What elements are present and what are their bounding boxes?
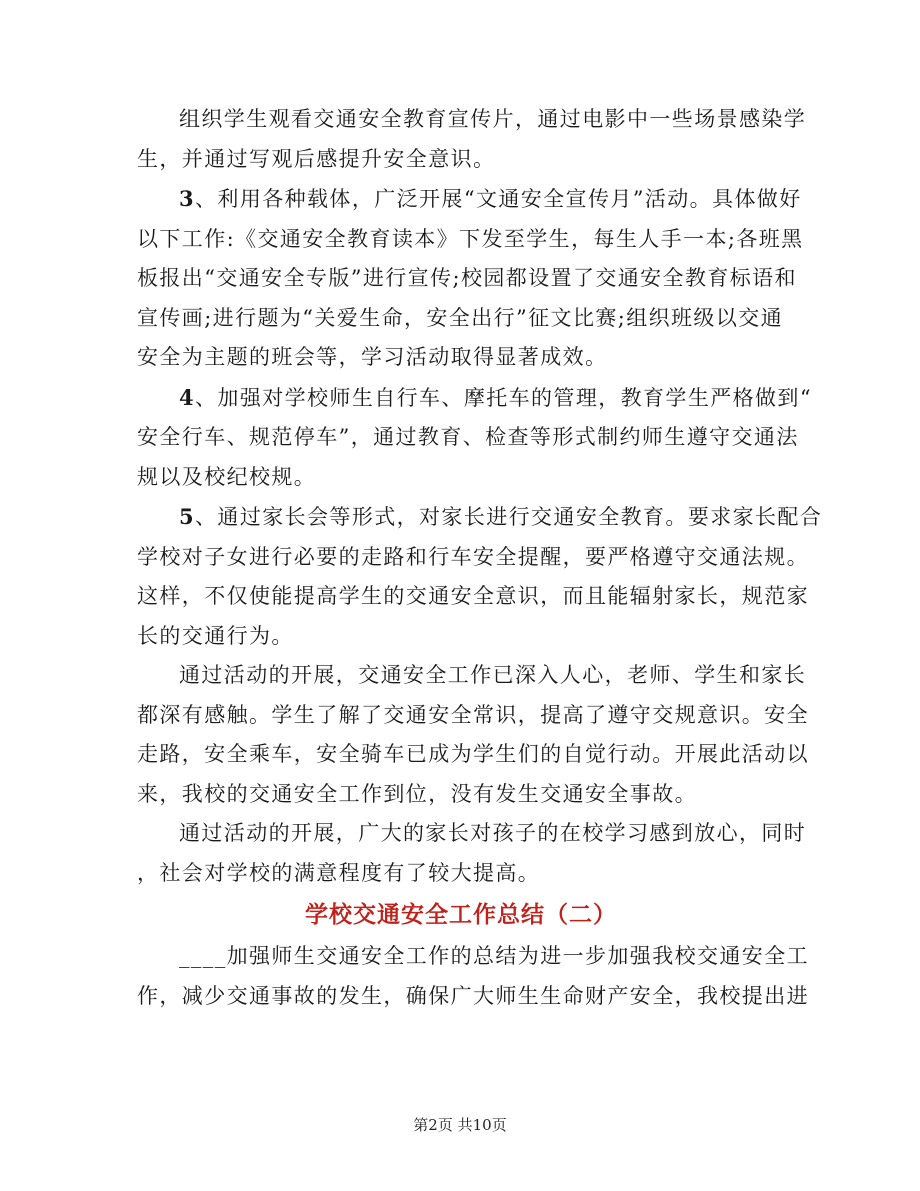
section-title: 学校交通安全工作总结（二） — [305, 902, 617, 928]
text-line: 宣传画;进行题为“关爱生命，安全出行”征文比赛;组织班级以交通 — [137, 305, 784, 330]
text-fragment: 、通过家长会等形式，对家长进行交通安全教育。要求家长配合 — [195, 505, 823, 529]
text-line: 以下工作:《交通安全教育读本》下发至学生，每生人手一本;各班黑 — [137, 226, 804, 251]
page-footer: 第2页 共10页 — [413, 1116, 507, 1134]
text-line: 都深有感触。学生了解了交通安全常识，提高了遵守交规意识。安全 — [137, 702, 809, 727]
text-line — [137, 497, 823, 538]
text-line: 安全为主题的班会等，学习活动取得显著成效。 — [137, 345, 608, 369]
text-line: 生，并通过写观后感提升安全意识。 — [137, 146, 496, 171]
text-line: 安全行车、规范停车”，通过教育、检查等形式制约师生遵守交通法 — [137, 425, 799, 449]
paragraph-summary-1 — [137, 656, 809, 814]
text-line — [137, 179, 802, 220]
paragraph-1 — [137, 100, 807, 179]
text-line: ____加强师生交通安全工作的总结为进一步加强我校交通安全工 — [179, 944, 809, 968]
text-line: 规以及校纪校规。 — [137, 464, 317, 489]
text-line: 走路，安全乘车，安全骑车已成为学生们的自觉行动。开展此活动以 — [137, 742, 809, 766]
paragraph-summary-2 — [137, 814, 807, 893]
text-line: 板报出“交通安全专版”进行宣传;校园都设置了交通安全教育标语和 — [137, 266, 797, 290]
item-number: 5 — [179, 504, 196, 529]
text-line: 通过活动的开展，广大的家长对孩子的在校学习感到放心，同时 — [179, 821, 807, 845]
text-line: 这样，不仅使能提高学生的交通安全意识，而且能辐射家长，规范家 — [137, 584, 809, 608]
text-line: 组织学生观看交通安全教育宣传片，通过电影中一些场景感染学 — [179, 107, 807, 131]
document-body — [137, 100, 823, 1016]
text-fragment: 、利用各种载体，广泛开展“文通安全宣传月”活动。具体做好 — [195, 187, 802, 211]
text-fragment: 、加强对学校师生自行车、摩托车的管理，教育学生严格做到“ — [195, 385, 812, 410]
text-line: 作，减少交通事故的发生，确保广大师生生命财产安全，我校提出进 — [137, 983, 809, 1008]
text-line: ，社会对学校的满意程度有了较大提高。 — [137, 860, 541, 885]
paragraph-item-3 — [137, 179, 804, 378]
text-line: 长的交通行为。 — [137, 623, 294, 648]
text-line: 来，我校的交通安全工作到位，没有发生交通安全事故。 — [137, 781, 697, 806]
item-number: 4 — [179, 384, 196, 410]
text-line: 学校对子女进行必要的走路和行车安全提醒，要严格遵守交通法规。 — [137, 544, 809, 569]
paragraph-intro — [137, 937, 809, 1016]
paragraph-item-5 — [137, 497, 823, 656]
text-line — [137, 378, 812, 419]
text-line: 通过活动的开展，交通安全工作已深入人心，老师、学生和家长 — [179, 663, 807, 687]
paragraph-item-4 — [137, 378, 812, 498]
item-number: 3 — [179, 186, 196, 211]
